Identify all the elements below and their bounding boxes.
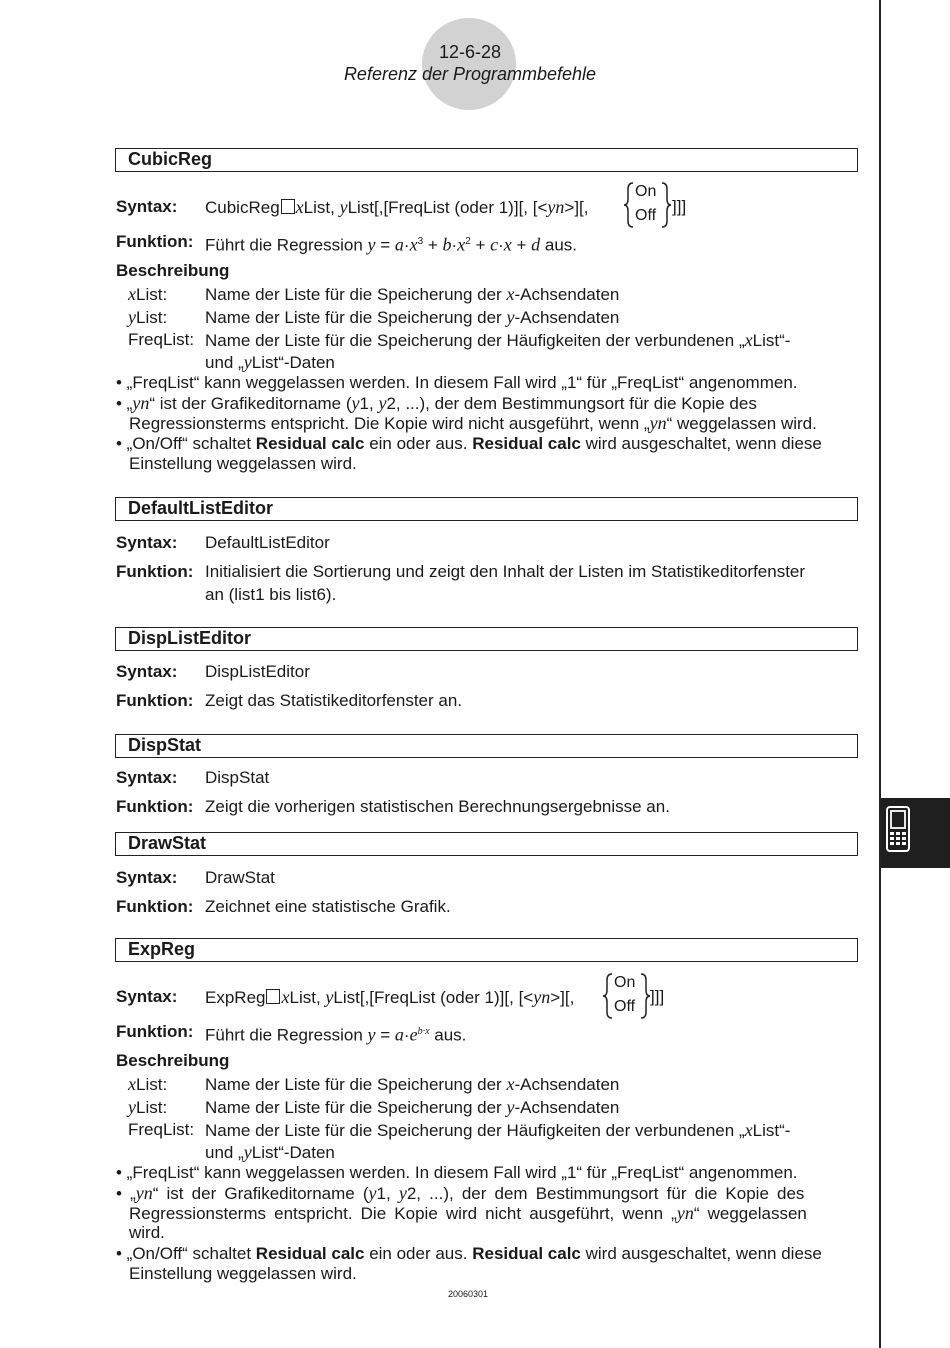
beschreibung-heading: Beschreibung: [116, 261, 230, 280]
page-number: 12-6-28: [438, 42, 502, 62]
drawstat-syntax: DrawStat: [205, 868, 275, 887]
freqlist-desc-2: und „yList“-Daten: [205, 352, 335, 372]
freqlist-desc-2: und „yList“-Daten: [205, 1142, 335, 1162]
defaultlisteditor-function: Initialisiert die Sortierung und zeigt den Inhalt der Listen im Statistikeditorfenster: [205, 562, 806, 581]
calculator-icon: [885, 806, 911, 852]
freqlist-label: FreqList:: [128, 330, 195, 349]
funktion-label: Funktion:: [116, 562, 194, 581]
syntax-label: Syntax:: [116, 768, 178, 787]
defaultlisteditor-syntax: DefaultListEditor: [205, 533, 330, 552]
expreg-note-3-line2: Einstellung weggelassen wird.: [129, 1264, 357, 1283]
expreg-syntax-close: ]]]: [650, 987, 665, 1006]
expreg-note-2-line3: wird.: [129, 1223, 165, 1242]
section-title-drawstat: DrawStat: [115, 832, 858, 856]
defaultlisteditor-function-2: an (list1 bis list6).: [205, 585, 337, 604]
chapter-tab: [881, 798, 950, 868]
page-edge-line: [879, 0, 881, 1348]
cubicreg-note-2: • „yn“ ist der Grafikeditorname (y1, y2, ...), der dem Bestimmungsort für die Kopie des: [116, 393, 757, 413]
ylist-desc: Name der Liste für die Speicherung der y-Achsendaten: [205, 307, 620, 327]
section-title-cubicreg: CubicReg: [115, 148, 858, 172]
page-title: Referenz der Programmbefehle: [343, 64, 597, 84]
xlist-label: xList:: [128, 1074, 168, 1094]
ylist-label: yList:: [128, 307, 168, 327]
option-off: Off: [635, 207, 657, 224]
cubicreg-note-3: • „On/Off“ schaltet Residual calc ein oder aus. Residual calc wird ausgeschaltet, wenn diese: [116, 434, 822, 453]
expreg-note-2: • „yn“ ist der Grafikeditorname (y1, y2, ...), der dem Bestimmungsort für die Kopie des: [116, 1183, 805, 1203]
footer-code: 20060301: [447, 1289, 489, 1299]
expreg-function: Führt die Regression $y = a\cdot e^{b\cdot x}$ aus.: [205, 1024, 467, 1045]
funktion-label: Funktion:: [116, 1022, 194, 1041]
option-off: Off: [614, 998, 636, 1015]
section-title-defaultlisteditor: DefaultListEditor: [115, 497, 858, 521]
section-title-dispstat: DispStat: [115, 734, 858, 758]
expreg-note-1: • „FreqList“ kann weggelassen werden. In diesem Fall wird „1“ für „FreqList“ angenommen.: [116, 1163, 798, 1182]
section-title-displisteditor: DispListEditor: [115, 627, 858, 651]
beschreibung-heading: Beschreibung: [116, 1051, 230, 1070]
freqlist-label: FreqList:: [128, 1120, 195, 1139]
option-on: On: [614, 974, 636, 991]
syntax-label: Syntax:: [116, 987, 178, 1006]
expreg-note-2-line2: Regressionsterms entspricht. Die Kopie wird nicht ausgeführt, wenn „yn“ weggelassen: [129, 1203, 807, 1223]
freqlist-desc: Name der Liste für die Speicherung der Häufigkeiten der verbundenen „xList“-: [205, 330, 791, 350]
cubicreg-syntax-close: ]]]: [672, 197, 687, 216]
xlist-label: xList:: [128, 284, 168, 304]
funktion-label: Funktion:: [116, 232, 194, 251]
syntax-label: Syntax:: [116, 662, 178, 681]
option-on: On: [635, 183, 657, 200]
cubicreg-note-3-line2: Einstellung weggelassen wird.: [129, 454, 357, 473]
cubicreg-syntax: CubicReg xList, yList[,[FreqList (oder 1)][, [<yn>][,: [205, 197, 589, 217]
funktion-label: Funktion:: [116, 897, 194, 916]
ylist-label: yList:: [128, 1097, 168, 1117]
space-symbol: [281, 199, 295, 214]
drawstat-function: Zeichnet eine statistische Grafik.: [205, 897, 451, 916]
section-title-expreg: ExpReg: [115, 938, 858, 962]
expreg-note-3: • „On/Off“ schaltet Residual calc ein oder aus. Residual calc wird ausgeschaltet, wenn diese: [116, 1244, 822, 1263]
funktion-label: Funktion:: [116, 797, 194, 816]
syntax-label: Syntax:: [116, 197, 178, 216]
syntax-label: Syntax:: [116, 533, 178, 552]
syntax-label: Syntax:: [116, 868, 178, 887]
xlist-desc: Name der Liste für die Speicherung der x-Achsendaten: [205, 1074, 620, 1094]
space-symbol: [266, 989, 280, 1004]
freqlist-desc: Name der Liste für die Speicherung der Häufigkeiten der verbundenen „xList“-: [205, 1120, 791, 1140]
xlist-desc: Name der Liste für die Speicherung der x-Achsendaten: [205, 284, 620, 304]
dispstat-syntax: DispStat: [205, 768, 270, 787]
displisteditor-function: Zeigt das Statistikeditorfenster an.: [205, 691, 463, 710]
cubicreg-note-1: • „FreqList“ kann weggelassen werden. In diesem Fall wird „1“ für „FreqList“ angenommen.: [116, 373, 798, 392]
funktion-label: Funktion:: [116, 691, 194, 710]
displisteditor-syntax: DispListEditor: [205, 662, 310, 681]
ylist-desc: Name der Liste für die Speicherung der y-Achsendaten: [205, 1097, 620, 1117]
cubicreg-function: Führt die Regression $y = a\cdot x^3 + b\cdot x^2 + c\cdot x + d$ aus.: [205, 234, 578, 255]
cubicreg-note-2-line2: Regressionsterms entspricht. Die Kopie wird nicht ausgeführt, wenn „yn“ weggelassen wird.: [129, 413, 817, 433]
expreg-syntax: ExpReg xList, yList[,[FreqList (oder 1)][, [<yn>][,: [205, 987, 575, 1007]
dispstat-function: Zeigt die vorherigen statistischen Berechnungsergebnisse an.: [205, 797, 670, 816]
